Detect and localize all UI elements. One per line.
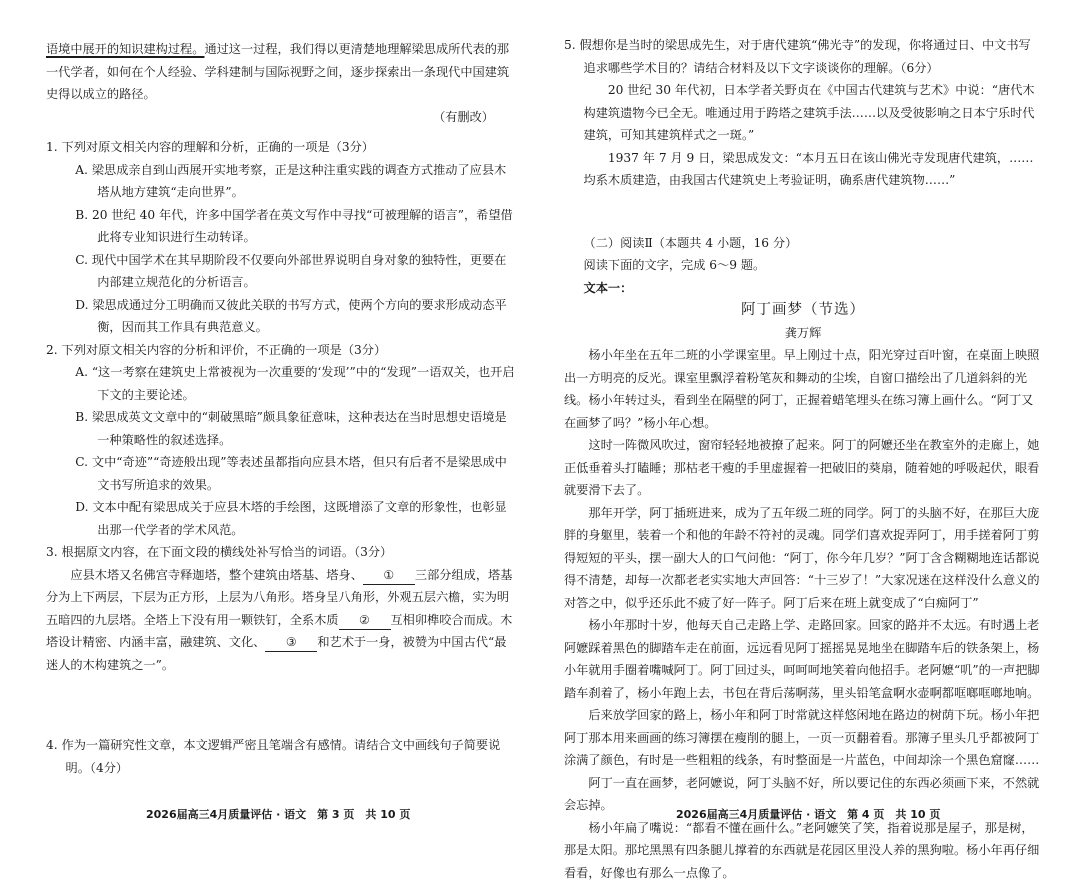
passage-paragraph: 后来放学回家的路上，杨小年和阿丁时常就这样悠闲地在路边的树荫下玩。杨小年把阿丁那本用来画画的练习簿摆在瘦削的腿上，一页一页翻着看。那簿子里头几乎都被阿丁涂满了颜色，有时是一些粗粗的线条，有时整面是一片蓝色，中间却涂一个黑色窟窿…… [564,704,1042,772]
section-heading: （二）阅读Ⅱ（本题共 4 小题，16 分） [564,232,1042,255]
intro-paragraph [46,38,516,106]
text-label: 文本一： [564,277,1042,300]
underlined-sentence: 语境中展开的知识建构过程。 [46,42,204,56]
passage-body [564,344,1042,884]
reading-section [564,232,1042,345]
abridged-note: （有删改） [46,106,516,129]
question-1-option-c: C. 现代中国学术在其早期阶段不仅要向外部世界说明自身对象的独特性，更要在内部建立规范化的分析语言。 [46,249,516,294]
question-5-material-1: 20 世纪 30 年代初，日本学者关野贞在《中国古代建筑与艺术》中说：“唐代木构建筑遗物今已全无。唯通过用于跨塔之建筑手法……以及受彼影响之日本宁乐时代建筑，可知其建筑样式之一斑。” [584,79,1042,147]
passage-paragraph: 杨小年扁了嘴说：“都看不懂在画什么。”老阿嬷笑了笑，指着说那是屋子，那是树，那是太阳。那坨黑黑有四条腿儿撑着的东西就是花园区里没人养的黑狗啦。杨小年再仔细看看，好像也有那么一点像了。 [564,817,1042,884]
question-5-stem: 5. 假想你是当时的梁思成先生，对于唐代建筑“佛光寺”的发现，你将通过日、中文书写追求哪些学术目的？请结合材料及以下文字谈谈你的理解。（6分） [564,34,1042,79]
left-page [46,0,516,865]
question-3-text-4: 和艺术于一身，被赞为中国古代“最迷人的木构建筑之一”。 [46,635,506,672]
question-2-option-d: D. 文本中配有梁思成关于应县木塔的手绘图，这既增添了文章的形象性，也彰显出那一代学者的学术风范。 [46,496,516,541]
passage-author: 龚万辉 [564,322,1042,345]
question-5-material-2: 1937 年 7 月 9 日，梁思成发文：“本月五日在该山佛光寺发现唐代建筑，……均系木质建造，由我国古代建筑史上考验证明，确系唐代建筑物……” [584,147,1042,192]
question-3 [46,541,516,676]
question-3-text-1: 应县木塔又名佛宫寺释迦塔，整个建筑由塔基、塔身、 [70,568,363,582]
question-1-option-d: D. 梁思成通过分工明确而又彼此关联的书写方式，使两个方向的要求形成动态平衡，因而其工作具有典范意义。 [46,294,516,339]
question-3-stem: 3. 根据原文内容，在下面文段的横线处补写恰当的词语。（3分） [46,541,516,564]
question-4 [46,734,516,779]
fill-blank-3[interactable]: ③ [265,633,317,652]
passage-paragraph: 那年开学，阿丁插班进来，成为了五年级二班的同学。阿丁的头脑不好，在那巨大庞胖的身躯里，装着一个和他的年龄不符衬的灵魂。同学们喜欢捉弄阿丁，用手搓着阿丁剪得短短的平头，摆一副大人的口气问他：“阿丁，你今年几岁？”阿丁含含糊糊地连话都说得不清楚，却每一次都老老实实地大声回答：“十三岁了！”大家况迷在这样没什么意义的对答之中，似乎还乐此不疲了好一阵子。阿丁后来在班上就变成了“白痴阿丁” [564,502,1042,615]
question-2-option-b: B. 梁思成英文文章中的“刺破黑暗”颇具象征意味，这种表达在当时思想史语境是一种策略性的叙述选择。 [46,406,516,451]
question-1-stem: 1. 下列对原文相关内容的理解和分析，正确的一项是（3分） [46,136,516,159]
right-page-footer: 2026届高三4月质量评估 · 语文 第 4 页 共 10 页 [676,804,940,827]
section-instruction: 阅读下面的文字，完成 6～9 题。 [564,254,1042,277]
question-3-text-2: 三部分组成，塔基分为上下两层，下层为正方形，上层为八角形。塔身呈八角形，外观五层六檐，实为明五暗四的九层塔。全塔上下没有用一颗铁钉，全系木质 [46,568,512,627]
question-2-option-a: A. “这一考察在建筑史上常被视为一次重要的‘发现’”中的“发现”一语双关，也开启下文的主要论述。 [46,361,516,406]
passage-paragraph: 杨小年坐在五年二班的小学课室里。早上刚过十点，阳光穿过百叶窗，在桌面上映照出一方明亮的反光。课室里飘浮着粉笔灰和舞动的尘埃，自窗口描绘出了几道斜斜的光线。杨小年转过头，看到坐在隔壁的阿丁，正握着蜡笔埋头在练习簿上画什么。“阿丁又在画梦了吗？”杨小年心想。 [564,344,1042,434]
passage-title: 阿丁画梦（节选） [564,299,1042,322]
question-1-option-b: B. 20 世纪 40 年代，许多中国学者在英文写作中寻找“可被理解的语言”，希望借此将专业知识进行生动转译。 [46,204,516,249]
question-3-text-3: 互相卯榫咬合而成。木塔设计精密、内涵丰富，融建筑、文化、 [46,613,512,650]
passage-paragraph: 杨小年那时十岁，他每天自己走路上学、走路回家。回家的路并不太远。有时遇上老阿嬷踩着黑色的脚踏车走在前面，远远看见阿丁摇摇晃晃地坐在脚踏车后的铁条架上，杨小年就用手圈着嘴喊阿丁。阿丁回过头，呵呵呵地笑着向他招手。老阿嬷“叽”的一声把脚踏车刹着了，杨小年跑上去，书包在背后荡啊荡，里头铅笔盒啊水壶啊都哐啷哐啷地响。 [564,614,1042,704]
question-3-passage [46,564,516,677]
intro-rest: 通过这一过程，我们得以更清楚地理解梁思成所代表的那一代学者，如何在个人经验、学科建制与国际视野之间，逐步探索出一条现代中国建筑史得以成立的路径。 [46,42,509,101]
left-page-footer: 2026届高三4月质量评估 · 语文 第 3 页 共 10 页 [146,804,410,827]
question-1 [46,136,516,339]
question-2 [46,339,516,542]
question-5 [564,34,1042,192]
fill-blank-1[interactable]: ① [363,566,415,585]
right-page [564,0,1042,865]
question-2-stem: 2. 下列对原文相关内容的分析和评价，不正确的一项是（3分） [46,339,516,362]
passage-paragraph: 阿丁一直在画梦，老阿嬷说，阿丁头脑不好，所以要记住的东西必须画下来，不然就会忘掉。 [564,772,1042,817]
question-2-option-c: C. 文中“奇迹”“奇迹般出现”等表述虽都指向应县木塔，但只有后者不是梁思成中文书写所追求的效果。 [46,451,516,496]
question-1-option-a: A. 梁思成亲自到山西展开实地考察，正是这种注重实践的调查方式推动了应县木塔从地方建筑“走向世界”。 [46,159,516,204]
fill-blank-2[interactable]: ② [339,611,391,630]
passage-paragraph: 这时一阵微风吹过，窗帘轻轻地被撩了起来。阿丁的阿嬷还坐在教室外的走廊上，她正低垂着头打瞌睡；那枯老干瘦的手里虚握着一把破旧的葵扇，随着她的呼吸起伏，眼看就要滑下去了。 [564,434,1042,502]
question-4-stem: 4. 作为一篇研究性文章，本文逻辑严密且笔端含有感情。请结合文中画线句子简要说明。（4分） [46,734,516,779]
